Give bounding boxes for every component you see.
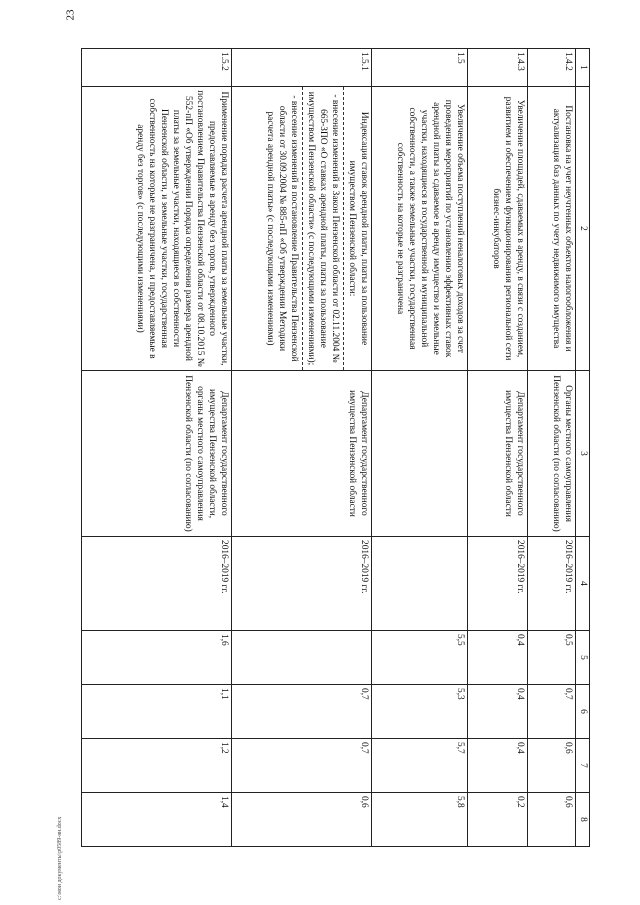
- activity-cell: [232, 87, 372, 371]
- column-header: 7: [576, 739, 590, 793]
- value-2017: 1,1: [82, 685, 232, 739]
- activity-subitem: - внесение изменений в Закон Пензенской области от 02.11.2004 № 665-ЗПО «О ставках арендной платы, платы за пользование имуществом Пензенской области» (с последующими изменениями);: [305, 87, 344, 370]
- executor-cell: Департамент государственного имущества Пензенской области: [468, 371, 528, 537]
- value-2019: 5,8: [372, 793, 468, 847]
- value-2018: 5,7: [372, 739, 468, 793]
- period-cell: 2016–2019 гг.: [82, 537, 232, 631]
- table-row: [82, 49, 232, 847]
- column-header: 6: [576, 685, 590, 739]
- period-cell: 2016–2019 гг.: [468, 537, 528, 631]
- value-2019: 0,2: [468, 793, 528, 847]
- column-header: 4: [576, 537, 590, 631]
- row-number: 1.5.2: [82, 49, 232, 87]
- activity-text: Индексация ставок арендной платы, платы за пользование имуществом Пензенской области:: [347, 111, 369, 346]
- value-2017: 0,7: [528, 685, 576, 739]
- footer-file-path: с:\мои документы\р0589-ян.docx: [57, 816, 63, 900]
- column-header: 1: [576, 49, 590, 87]
- row-number: 1.4.3: [468, 49, 528, 87]
- activity-text: Увеличение объема поступлений неналоговых доходов за счет проведения мероприятий по установлению эффективных ставок арендной платы за сдаваемое в аренду имущество и земельные участки, находящиеся в государственной и муниципальной собственности, а также земельные участки, государственная собственность на которые не разграничена: [395, 99, 465, 358]
- value-2019: 0,6: [232, 793, 372, 847]
- activity-cell: [468, 87, 528, 371]
- value-2018: 0,6: [528, 739, 576, 793]
- period-cell: 2016–2019 гг.: [232, 537, 372, 631]
- value-2016: 5,5: [372, 631, 468, 685]
- value-2019: 0,6: [528, 793, 576, 847]
- column-header: 5: [576, 631, 590, 685]
- activity-text: Увеличение площадей, сдаваемых в аренду, в связи с созданием, развитием и обеспечением функционирования региональной сети бизнес-инкубаторов: [491, 96, 525, 361]
- row-number: 1.5.1: [232, 49, 372, 87]
- value-2017: 5,3: [372, 685, 468, 739]
- value-2019: 1,4: [82, 793, 232, 847]
- period-cell: 2016–2019 гг.: [528, 537, 576, 631]
- value-2018: 0,4: [468, 739, 528, 793]
- value-2018: 0,7: [232, 739, 372, 793]
- row-number: 1.4.2: [528, 49, 576, 87]
- rotated-table-container: [90, 48, 590, 846]
- header-row: [576, 49, 590, 847]
- activity-text: Применение порядка расчета арендной платы за земельные участки, предоставляемые в аренду без торгов, утвержденного постановлением Правительства Пензенской области от 08.10.2015 № 552-пП «Об утверждении Порядка определения размера арендной платы за земельные участки, находящиеся в собственности Пензенской области, и земельные участки, государственная собственность на которые не разграничена, и предоставляемые в аренду без торгов» (с последующими изменениями): [135, 90, 229, 367]
- activity-cell: [372, 87, 468, 371]
- value-2016: [232, 631, 372, 685]
- table-row: [232, 49, 372, 847]
- row-number: 1.5: [372, 49, 468, 87]
- page-number: 23: [64, 9, 76, 21]
- value-2017: 0,7: [232, 685, 372, 739]
- table-row: [372, 49, 468, 847]
- value-2017: 0,4: [468, 685, 528, 739]
- activity-text: Постановка на учет неучтенных объектов налогообложения и актуализация баз данных по учету недвижимого имущества: [551, 105, 573, 352]
- executor-cell: Департамент государственного имущества Пензенской области, органы местного самоуправления Пензенской области (по согласованию): [82, 371, 232, 537]
- measures-table: [81, 48, 590, 847]
- column-header: 8: [576, 793, 590, 847]
- table-row: [528, 49, 576, 847]
- activity-cell: [82, 87, 232, 371]
- value-2018: 1,2: [82, 739, 232, 793]
- value-2016: 0,5: [528, 631, 576, 685]
- activity-cell: [528, 87, 576, 371]
- column-header: 3: [576, 371, 590, 537]
- value-2016: 1,6: [82, 631, 232, 685]
- period-cell: [372, 537, 468, 631]
- activity-subitem: - внесение изменений в постановление Правительства Пензенской области от 30.09.2004 № 885-пП «Об утверждении Методики расчета арендной платы» (с последующими изменениями): [264, 87, 303, 370]
- value-2016: 0,4: [468, 631, 528, 685]
- executor-cell: [372, 371, 468, 537]
- executor-cell: Департамент государственного имущества Пензенской области: [232, 371, 372, 537]
- column-header: 2: [576, 87, 590, 371]
- table-row: [468, 49, 528, 847]
- executor-cell: Органы местного самоуправления Пензенской области (по согласованию): [528, 371, 576, 537]
